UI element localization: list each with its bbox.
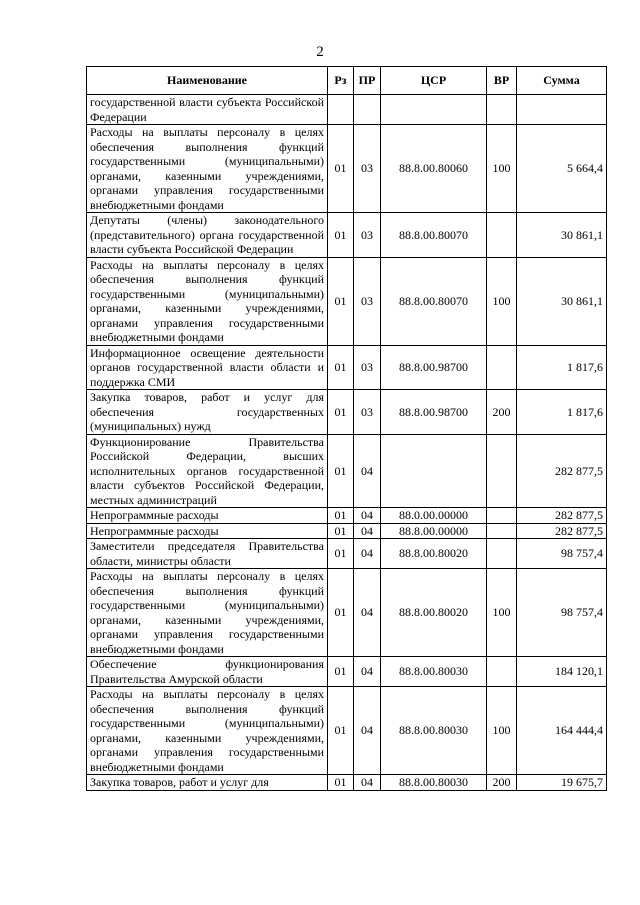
row-vr: 200 [487, 775, 517, 791]
row-name: Расходы на выплаты персоналу в целях обеспечения выполнения функций государственными (муниципальными) органами, казенными учреждениями, органами управления государственными внебюджетными фондами [87, 569, 328, 657]
row-rz: 01 [328, 687, 354, 775]
row-csr: 88.0.00.00000 [381, 508, 487, 524]
table-row [87, 508, 607, 524]
budget-table [86, 66, 607, 791]
row-sum: 98 757,4 [517, 539, 607, 569]
header-csr: ЦСР [381, 67, 487, 95]
row-csr [381, 95, 487, 125]
row-csr: 88.8.00.98700 [381, 345, 487, 390]
row-vr: 100 [487, 569, 517, 657]
table-row [87, 95, 607, 125]
row-vr [487, 345, 517, 390]
row-vr: 100 [487, 687, 517, 775]
row-rz: 01 [328, 345, 354, 390]
table-row [87, 569, 607, 657]
row-name: Расходы на выплаты персоналу в целях обеспечения выполнения функций государственными (муниципальными) органами, казенными учреждениями, органами управления государственными внебюджетными фондами [87, 257, 328, 345]
row-csr: 88.8.00.80030 [381, 775, 487, 791]
row-vr [487, 213, 517, 258]
table-row [87, 434, 607, 508]
header-rz: Рз [328, 67, 354, 95]
row-name: государственной власти субъекта Российской Федерации [87, 95, 328, 125]
row-vr [487, 657, 517, 687]
row-sum: 164 444,4 [517, 687, 607, 775]
page-number: 2 [316, 44, 324, 60]
row-vr [487, 539, 517, 569]
row-csr: 88.8.00.80060 [381, 125, 487, 213]
row-vr [487, 434, 517, 508]
row-vr [487, 508, 517, 524]
row-pr: 03 [354, 345, 381, 390]
header-name: Наименование [87, 67, 328, 95]
row-rz: 01 [328, 569, 354, 657]
row-rz: 01 [328, 257, 354, 345]
row-name: Обеспечение функционирования Правительства Амурской области [87, 657, 328, 687]
row-pr: 04 [354, 687, 381, 775]
row-sum: 282 877,5 [517, 508, 607, 524]
row-sum: 1 817,6 [517, 345, 607, 390]
table-row [87, 539, 607, 569]
row-pr: 03 [354, 390, 381, 435]
row-sum: 30 861,1 [517, 213, 607, 258]
row-name: Закупка товаров, работ и услуг для обеспечения государственных (муниципальных) нужд [87, 390, 328, 435]
row-pr: 03 [354, 125, 381, 213]
row-name: Непрограммные расходы [87, 508, 328, 524]
row-sum: 5 664,4 [517, 125, 607, 213]
row-vr: 100 [487, 125, 517, 213]
row-vr: 200 [487, 390, 517, 435]
table-row [87, 775, 607, 791]
table-row [87, 125, 607, 213]
row-rz: 01 [328, 434, 354, 508]
table-row [87, 523, 607, 539]
row-pr: 04 [354, 508, 381, 524]
header-sum: Сумма [517, 67, 607, 95]
row-sum: 282 877,5 [517, 434, 607, 508]
row-csr: 88.8.00.80020 [381, 539, 487, 569]
row-rz: 01 [328, 657, 354, 687]
row-name: Расходы на выплаты персоналу в целях обеспечения выполнения функций государственными (муниципальными) органами, казенными учреждениями, органами управления государственными внебюджетными фондами [87, 687, 328, 775]
row-vr [487, 523, 517, 539]
table-row [87, 257, 607, 345]
row-csr: 88.8.00.80030 [381, 657, 487, 687]
row-name: Заместители председателя Правительства области, министры области [87, 539, 328, 569]
row-rz: 01 [328, 523, 354, 539]
row-rz: 01 [328, 390, 354, 435]
table-header-row [87, 67, 607, 95]
row-pr [354, 95, 381, 125]
row-csr: 88.8.00.80070 [381, 213, 487, 258]
row-rz: 01 [328, 539, 354, 569]
row-name: Функционирование Правительства Российской Федерации, высших исполнительных органов государственной власти субъектов Российской Федерации, местных администраций [87, 434, 328, 508]
row-name: Непрограммные расходы [87, 523, 328, 539]
row-pr: 03 [354, 257, 381, 345]
row-name: Информационное освещение деятельности органов государственной власти области и поддержка СМИ [87, 345, 328, 390]
row-sum: 98 757,4 [517, 569, 607, 657]
table-row [87, 390, 607, 435]
row-pr: 04 [354, 775, 381, 791]
row-csr: 88.8.00.80020 [381, 569, 487, 657]
table-row [87, 687, 607, 775]
table-row [87, 657, 607, 687]
row-rz [328, 95, 354, 125]
header-vr: ВР [487, 67, 517, 95]
table-row [87, 213, 607, 258]
row-name: Закупка товаров, работ и услуг для [87, 775, 328, 791]
row-pr: 03 [354, 213, 381, 258]
row-sum: 19 675,7 [517, 775, 607, 791]
row-csr: 88.8.00.80030 [381, 687, 487, 775]
row-pr: 04 [354, 523, 381, 539]
table-row [87, 345, 607, 390]
header-pr: ПР [354, 67, 381, 95]
row-csr: 88.8.00.00000 [381, 523, 487, 539]
row-csr: 88.8.00.80070 [381, 257, 487, 345]
row-pr: 04 [354, 434, 381, 508]
row-vr: 100 [487, 257, 517, 345]
row-vr [487, 95, 517, 125]
row-name: Расходы на выплаты персоналу в целях обеспечения выполнения функций государственными (муниципальными) органами, казенными учреждениями, органами управления государственными внебюджетными фондами [87, 125, 328, 213]
row-name: Депутаты (члены) законодательного (представительного) органа государственной власти субъекта Российской Федерации [87, 213, 328, 258]
row-rz: 01 [328, 508, 354, 524]
row-rz: 01 [328, 125, 354, 213]
row-pr: 04 [354, 657, 381, 687]
row-pr: 04 [354, 539, 381, 569]
row-csr: 88.8.00.98700 [381, 390, 487, 435]
row-sum: 30 861,1 [517, 257, 607, 345]
row-sum [517, 95, 607, 125]
row-rz: 01 [328, 775, 354, 791]
row-sum: 184 120,1 [517, 657, 607, 687]
row-sum: 282 877,5 [517, 523, 607, 539]
row-rz: 01 [328, 213, 354, 258]
row-csr [381, 434, 487, 508]
row-pr: 04 [354, 569, 381, 657]
row-sum: 1 817,6 [517, 390, 607, 435]
